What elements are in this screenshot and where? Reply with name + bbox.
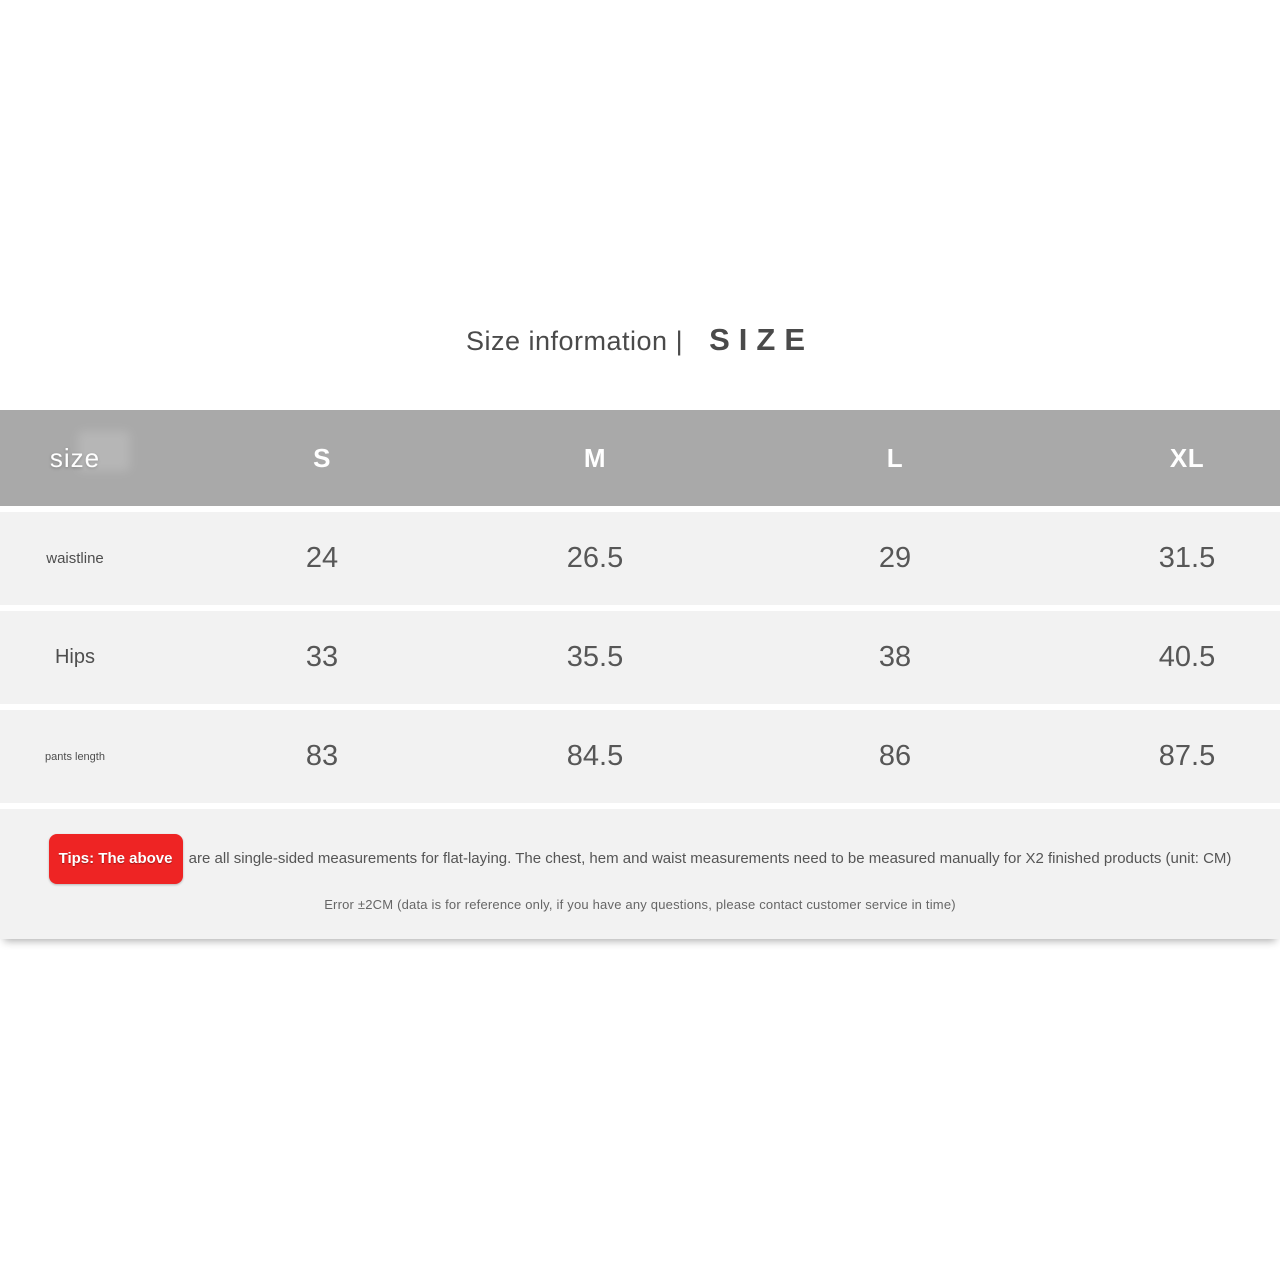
hips-l-value: 38 xyxy=(878,641,912,673)
hips-xl-value: 40.5 xyxy=(1158,641,1216,673)
size-table xyxy=(0,410,1280,939)
row-label-hips: Hips xyxy=(54,646,95,668)
table-row-hips xyxy=(0,611,1280,704)
title-text: Size information | xyxy=(465,326,684,356)
header-size-text: size xyxy=(49,442,101,473)
section-title xyxy=(0,322,1280,358)
table-row-waistline xyxy=(0,512,1280,605)
hips-s-value: 33 xyxy=(305,641,339,673)
tips-measurement-note xyxy=(0,834,1280,884)
title-size-word: SIZE xyxy=(709,322,814,357)
hips-m-value: 35.5 xyxy=(566,641,624,673)
row-label-pants-length: pants length xyxy=(45,750,105,763)
pants-length-s-value: 83 xyxy=(305,740,339,772)
tips-section xyxy=(0,809,1280,939)
table-row-pants-length xyxy=(0,710,1280,803)
pants-length-m-value: 84.5 xyxy=(566,740,624,772)
header-col-l: L xyxy=(886,442,904,473)
row-label-waistline: waistline xyxy=(46,550,104,567)
header-col-m: M xyxy=(583,442,607,473)
tips-error-disclaimer: Error ±2CM (data is for reference only, if you have any questions, please contact customer service in time) xyxy=(324,897,956,912)
waistline-xl-value: 31.5 xyxy=(1158,542,1216,574)
pants-length-l-value: 86 xyxy=(878,740,912,772)
header-col-s: S xyxy=(313,442,331,473)
header-col-xl: XL xyxy=(1169,442,1205,473)
waistline-s-value: 24 xyxy=(305,542,339,574)
pants-length-xl-value: 87.5 xyxy=(1158,740,1216,772)
table-header-row xyxy=(0,410,1280,506)
header-size-label xyxy=(0,443,150,474)
waistline-l-value: 29 xyxy=(878,542,912,574)
waistline-m-value: 26.5 xyxy=(566,542,624,574)
tips-badge: Tips: The above xyxy=(49,834,183,884)
tips-note-text: are all single-sided measurements for flat-laying. The chest, hem and waist measurements need to be measured manually for X2 finished products (unit: CM) xyxy=(188,849,1232,867)
